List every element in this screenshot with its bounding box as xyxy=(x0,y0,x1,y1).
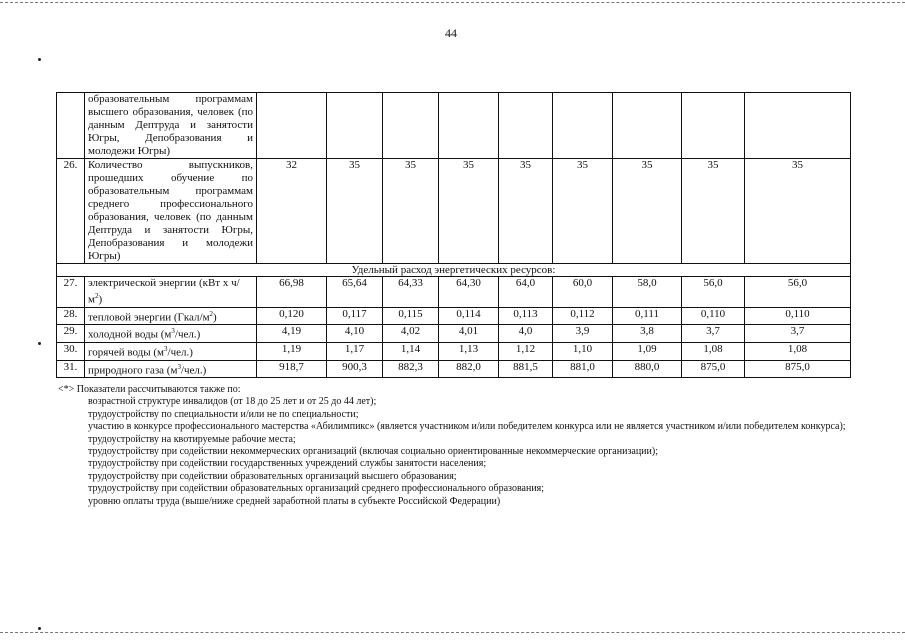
row-value: 1,08 xyxy=(682,342,745,360)
scan-bottom-border xyxy=(0,632,905,633)
row-number: 28. xyxy=(57,307,85,325)
row-value: 1,12 xyxy=(499,342,553,360)
row-value: 0,120 xyxy=(257,307,327,325)
row-value xyxy=(499,93,553,159)
row-value: 4,02 xyxy=(383,325,439,343)
scan-top-border xyxy=(0,2,905,3)
row-value: 0,110 xyxy=(682,307,745,325)
row-value xyxy=(745,93,851,159)
row-value: 60,0 xyxy=(553,277,613,308)
table-row xyxy=(57,93,851,159)
row-value: 3,9 xyxy=(553,325,613,343)
row-label: горячей воды $(м^3/чел.)$ xyxy=(85,342,257,360)
row-value: 56,0 xyxy=(745,277,851,308)
unit-exponent: 2 xyxy=(209,309,214,318)
row-value: 1,17 xyxy=(327,342,383,360)
row-value xyxy=(383,93,439,159)
row-value: 1,14 xyxy=(383,342,439,360)
row-value: 3,8 xyxy=(613,325,682,343)
row-value: 881,0 xyxy=(553,360,613,378)
footnote-marker: <*> xyxy=(58,384,75,395)
row-value: 1,13 xyxy=(439,342,499,360)
unit-exponent: 3 xyxy=(164,344,168,353)
row-value: 881,5 xyxy=(499,360,553,378)
row-number: 27. xyxy=(57,277,85,308)
row-value: 0,114 xyxy=(439,307,499,325)
row-value: 35 xyxy=(553,159,613,264)
row-number: 30. xyxy=(57,342,85,360)
row-value: 1,10 xyxy=(553,342,613,360)
row-value: 0,117 xyxy=(327,307,383,325)
row-value: 1,19 xyxy=(257,342,327,360)
row-value: 3,7 xyxy=(745,325,851,343)
row-value: 35 xyxy=(383,159,439,264)
row-value: 918,7 xyxy=(257,360,327,378)
footnote-item: трудоустройству при содействии образовательных организаций высшего образования; xyxy=(88,470,457,482)
table-row xyxy=(57,277,851,308)
footnote-item: трудоустройству при содействии государственных учреждений службы занятости населения; xyxy=(88,458,487,470)
row-value: 64,0 xyxy=(499,277,553,308)
footnote-items xyxy=(58,396,853,508)
row-label: холодной воды $(м^3/чел.)$ xyxy=(85,325,257,343)
row-value: 35 xyxy=(439,159,499,264)
table-row xyxy=(57,342,851,360)
row-value xyxy=(613,93,682,159)
unit-exponent: 3 xyxy=(171,327,175,336)
footnote-block xyxy=(58,384,853,508)
row-value: 4,01 xyxy=(439,325,499,343)
scan-speck xyxy=(38,342,41,345)
table-row xyxy=(57,307,851,325)
row-value: 0,110 xyxy=(745,307,851,325)
row-value: 4,10 xyxy=(327,325,383,343)
row-value: 35 xyxy=(613,159,682,264)
row-label: электрической энергии (кВт х $ч/м^2$) xyxy=(85,277,257,308)
table-row xyxy=(57,360,851,378)
row-value xyxy=(327,93,383,159)
footnote-item: трудоустройству на квотируемые рабочие места; xyxy=(88,433,296,445)
table-row xyxy=(57,325,851,343)
page-number: 44 xyxy=(445,26,457,40)
row-value: 32 xyxy=(257,159,327,264)
row-value: 66,98 xyxy=(257,277,327,308)
section-header-row xyxy=(57,264,851,277)
row-label: Количество выпускников, прошедших обучение по образовательным программам среднего профессионального образования, человек (по данным Дептруда и занятости Югры, Депобразования и молодежи Югры) xyxy=(85,159,257,264)
row-value xyxy=(439,93,499,159)
table-row xyxy=(57,159,851,264)
row-label: образовательным программам высшего образования, человек (по данным Дептруда и занятости Югры, Депобразования и молодежи Югры) xyxy=(85,93,257,159)
row-value: 3,7 xyxy=(682,325,745,343)
row-value: 56,0 xyxy=(682,277,745,308)
row-value: 0,112 xyxy=(553,307,613,325)
section-header: Удельный расход энергетических ресурсов: xyxy=(57,264,851,277)
row-number: 31. xyxy=(57,360,85,378)
row-value: 900,3 xyxy=(327,360,383,378)
footnote-item: уровню оплаты труда (выше/ниже средней заработной платы в субъекте Российской Федерации) xyxy=(88,495,501,507)
row-value: 35 xyxy=(745,159,851,264)
row-value: 35 xyxy=(499,159,553,264)
row-value: 4,19 xyxy=(257,325,327,343)
footnote-item: трудоустройству по специальности и/или не по специальности; xyxy=(88,408,359,420)
row-value: 875,0 xyxy=(745,360,851,378)
row-value: 58,0 xyxy=(613,277,682,308)
footnote-item: трудоустройству при содействии образовательных организаций среднего профессионального образования; xyxy=(88,483,545,495)
footnote-item: возрастной структуре инвалидов (от 18 до 25 лет и от 25 до 44 лет); xyxy=(88,396,377,408)
row-value: 64,30 xyxy=(439,277,499,308)
row-value: 65,64 xyxy=(327,277,383,308)
row-number xyxy=(57,93,85,159)
scan-speck xyxy=(38,627,41,630)
row-value: 880,0 xyxy=(613,360,682,378)
row-value: 0,111 xyxy=(613,307,682,325)
footnote-item: трудоустройству при содействии некоммерческих организаций (включая социально ориентированные некоммерческие организации); xyxy=(88,446,658,458)
row-value: 4,0 xyxy=(499,325,553,343)
row-value: 64,33 xyxy=(383,277,439,308)
row-number: 26. xyxy=(57,159,85,264)
row-label: природного газа $(м^3/чел.)$ xyxy=(85,360,257,378)
footnote-title: <*> Показатели рассчитываются также по: xyxy=(58,384,241,395)
row-value xyxy=(553,93,613,159)
footnote-item: участию в конкурсе профессионального мастерства «Абилимпикс» (является участником и/или победителем конкурса или не является участником и/или победителем конкурса); xyxy=(88,421,846,433)
row-value: 882,3 xyxy=(383,360,439,378)
row-value: 35 xyxy=(327,159,383,264)
scan-speck xyxy=(38,58,41,61)
row-value: 0,113 xyxy=(499,307,553,325)
row-value xyxy=(257,93,327,159)
row-value xyxy=(682,93,745,159)
row-value: 0,115 xyxy=(383,307,439,325)
indicators-table xyxy=(56,92,851,378)
row-label: тепловой энергии $(Гкал/м^2)$ xyxy=(85,307,257,325)
row-number: 29. xyxy=(57,325,85,343)
row-value: 1,08 xyxy=(745,342,851,360)
row-value: 875,0 xyxy=(682,360,745,378)
row-value: 882,0 xyxy=(439,360,499,378)
unit-exponent: 3 xyxy=(177,362,181,371)
unit-exponent: 2 xyxy=(94,292,99,300)
row-value: 1,09 xyxy=(613,342,682,360)
row-value: 35 xyxy=(682,159,745,264)
